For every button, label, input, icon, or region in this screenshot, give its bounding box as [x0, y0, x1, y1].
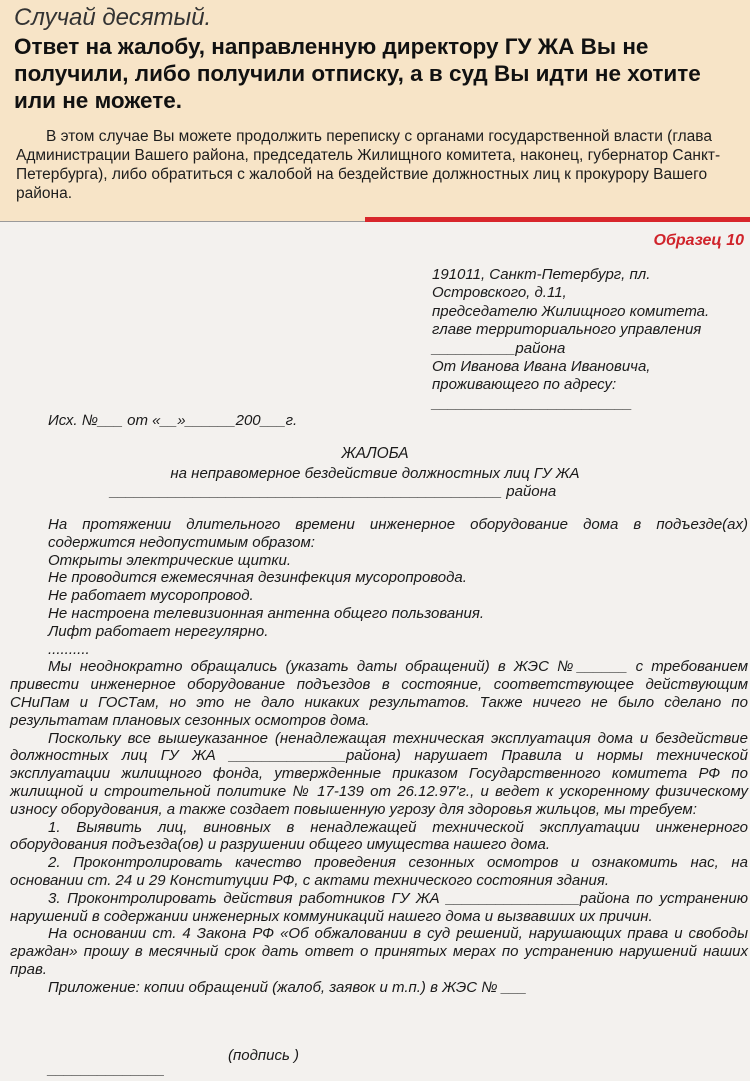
- list-item: Лифт работает нерегулярно.: [48, 622, 269, 640]
- signature-line: ______________: [48, 1061, 165, 1078]
- demand-item: 3. Проконтролировать действия работников ГУ ЖА ________________района по устранению нарушений в содержании инженерных коммуникаций нашего дома и вызвавших их причин.: [10, 889, 748, 925]
- list-item: Не проводится ежемесячная дезинфекция мусоропровода.: [48, 569, 467, 587]
- signature-label: (подпись ): [228, 1047, 300, 1064]
- attachment-line: Приложение: копии обращений (жалоб, заявок и т.п.) в ЖЭС № ___: [48, 978, 527, 996]
- document-title: ЖАЛОБА: [341, 445, 409, 462]
- case-label: Случай десятый.: [14, 4, 212, 31]
- address-line: Островского, д.11,: [432, 284, 567, 302]
- outgoing-reference: Исх. №___ от «__»______200___г.: [48, 412, 298, 429]
- paragraph: Мы неоднократно обращались (указать даты обращений) в ЖЭС №______ с требованием привести инженерное оборудование подъездов в состояние, соответствующее действующим СНиПам и ГОСТам, но это не дало никаких результатов. Также ничего не было сделано по результатам плановых сезонных осмотров дома.: [10, 658, 748, 729]
- intro-text-content: В этом случае Вы можете продолжить переписку с органами государственной власти (глава Администрации Вашего района, председатель Жилищного комитета, наконец, губернатор Санкт-Петербурга), либо обратиться с жалобой на бездействие должностных лиц к прокурору Вашего района.: [16, 128, 721, 202]
- document-subtitle: на неправомерное бездействие должностных лиц ГУ ЖА: [170, 465, 580, 482]
- list-item: ..........: [48, 640, 90, 658]
- address-line: ________________________: [432, 394, 633, 412]
- address-line: проживающего по адресу:: [432, 376, 617, 394]
- address-line: председателю Жилищного комитета.: [432, 302, 710, 320]
- district-line: _______________________________________________ района: [110, 483, 557, 500]
- list-item: Открыты электрические щитки.: [48, 551, 292, 569]
- sample-label: Образец 10: [653, 232, 744, 249]
- paragraph: Поскольку все вышеуказанное (ненадлежащая техническая эксплуатация дома и бездействие должностных лиц ГУ ЖА ______________района) нарушает Правила и нормы технической эксплуатации жилищного фонда, утвержденные приказом Государственного комитета РФ по жилищной и строительной политике № 17-139 от 26.12.97'г., и ведет к ускоренному физическому износу оборудования, а также создает повышенную угрозу для здоровья жильцов, мы требуем:: [10, 729, 748, 818]
- address-line: главе территориального управления: [432, 321, 702, 339]
- paragraph: На основании ст. 4 Закона РФ «Об обжаловании в суд решений, нарушающих права и свободы граждан» прошу в месячный срок дать ответ о принятых мерах по устранению нарушений наших прав.: [10, 925, 748, 978]
- headline: Ответ на жалобу, направленную директору ГУ ЖА Вы не получили, либо получили отписку, а в суд Вы идти не хотите или не можете.: [14, 34, 701, 113]
- complaint-body: [10, 516, 748, 997]
- list-item: Не работает мусоропровод.: [48, 587, 254, 605]
- demand-item: 1. Выявить лиц, виновных в ненадлежащей технической эксплуатации инженерного оборудования подъезда(ов) и разрушении общего имущества нашего дома.: [10, 818, 748, 854]
- address-line: __________района: [432, 339, 566, 357]
- address-line: От Иванова Ивана Ивановича,: [432, 358, 651, 376]
- address-block: [432, 266, 742, 413]
- paragraph: На протяжении длительного времени инженерное оборудование дома в подъезде(ах) содержится недопустимым образом:: [48, 516, 748, 551]
- demand-item: 2. Проконтролировать качество проведения сезонных осмотров и ознакомить нас, на основании ст. 24 и 29 Конституции РФ, с актами технического состояния здания.: [10, 854, 748, 889]
- address-line: 191011, Санкт-Петербург, пл.: [432, 266, 651, 283]
- list-item: Не настроена телевизионная антенна общего пользования.: [48, 604, 485, 622]
